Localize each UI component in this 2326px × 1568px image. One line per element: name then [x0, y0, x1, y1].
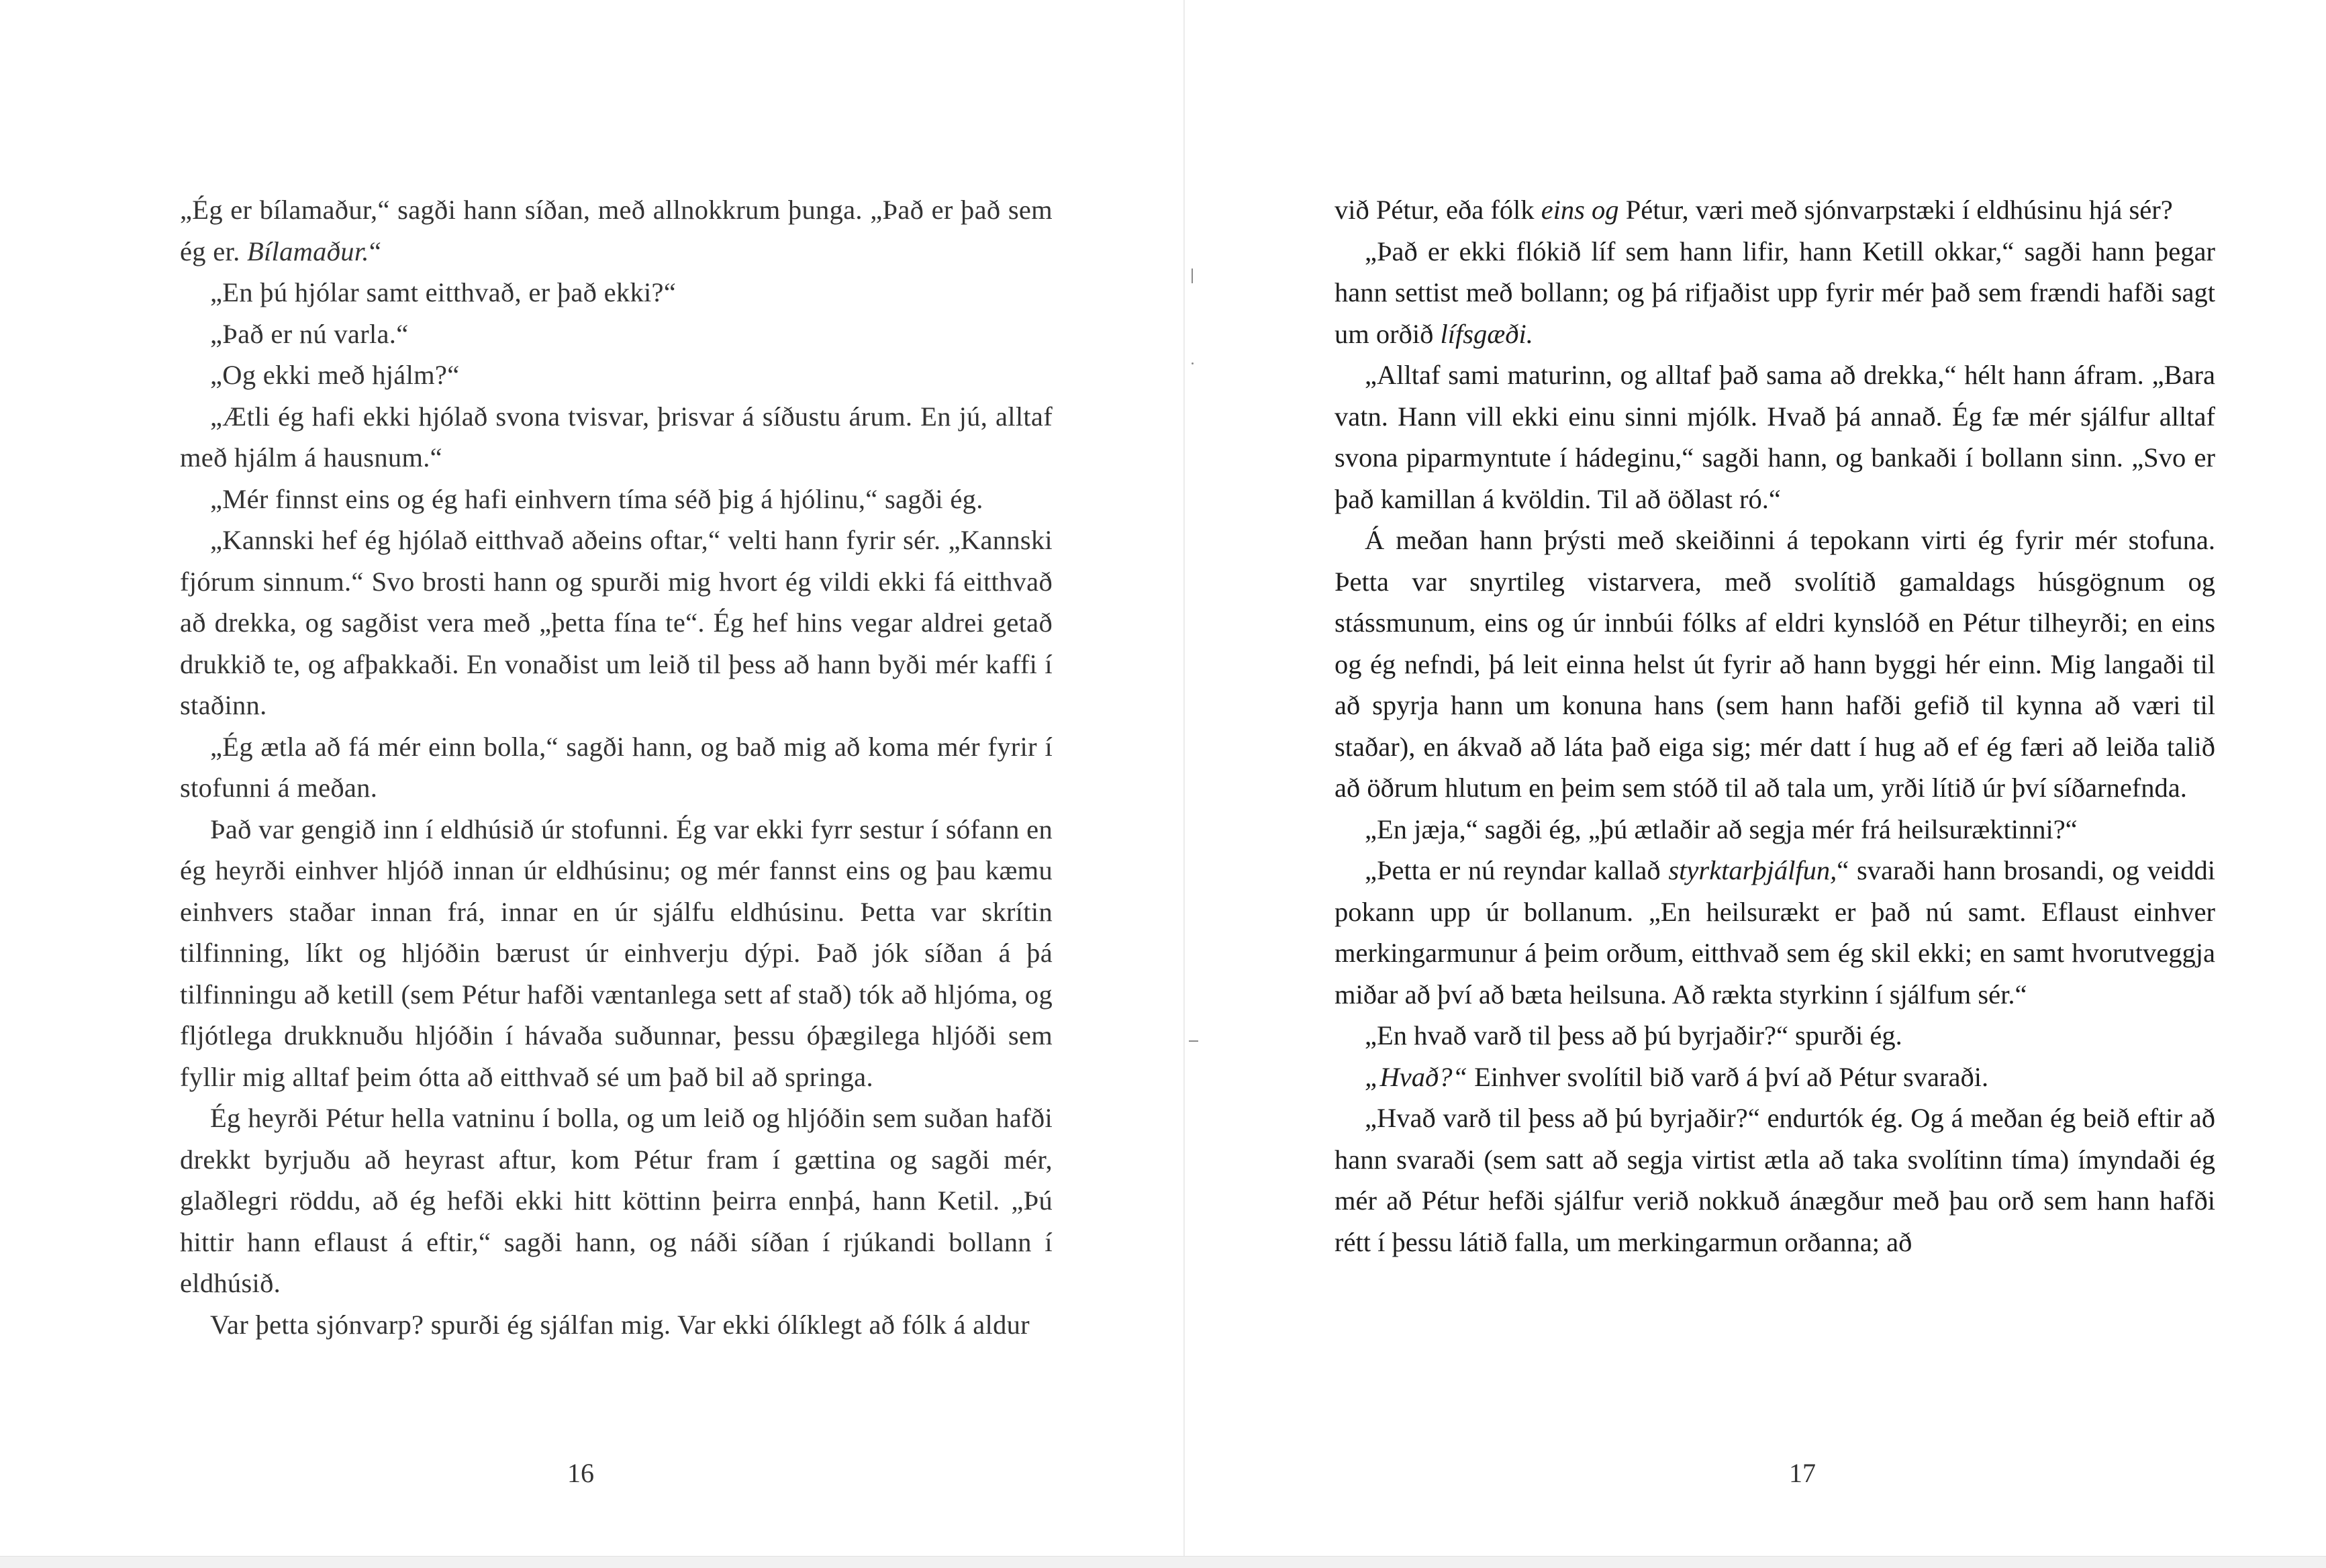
paragraph [1335, 1015, 2215, 1057]
paragraph [1335, 231, 2215, 355]
left-page-text [180, 189, 1053, 1345]
text-run: „Kannski hef ég hjólað eitthvað aðeins oftar,“ velti hann fyrir sér. „Kannski fjórum sinnum.“ Svo brosti hann og spurði mig hvort ég vildi ekki fá eitthvað að drekka, og sagðist vera með „þetta fína te“. Ég hef hins vegar aldrei getað drukkið te, og afþakkaði. En vonaðist um leið til þess að hann byði mér kaffi í staðinn. [180, 525, 1053, 720]
right-page-text [1335, 189, 2215, 1263]
text-run: „Ég ætla að fá mér einn bolla,“ sagði hann, og bað mig að koma mér fyrir í stofunni á meðan. [180, 731, 1053, 803]
paragraph [1335, 354, 2215, 520]
paragraph [1335, 520, 2215, 809]
paragraph [1335, 189, 2215, 231]
paragraph [180, 809, 1053, 1098]
text-run: Pétur, væri með sjónvarpstæki í eldhúsinu hjá sér? [1618, 195, 2173, 225]
paragraph [180, 396, 1053, 479]
scan-bottom-edge [0, 1556, 2326, 1568]
text-run: „Það er ekki flókið líf sem hann lifir, hann Ketill okkar,“ sagði hann þegar hann settist með bollann; og þá rifjaðist upp fyrir mér það sem frændi hafði sagt um orðið [1335, 236, 2215, 349]
paragraph [180, 189, 1053, 272]
paragraph [180, 479, 1053, 520]
text-run: Ég heyrði Pétur hella vatninu í bolla, og um leið og hljóðin sem suðan hafði drekkt byrjuðu að heyrast aftur, kom Pétur fram í gættina og sagði mér, glaðlegri röddu, að ég hefði ekki hitt köttinn þeirra ennþá, hann Ketil. „Þú hittir hann eflaust á eftir,“ sagði hann, og náði síðan í rjúkandi bollann í eldhúsið. [180, 1103, 1053, 1298]
text-run: „Og ekki með hjálm?“ [210, 360, 460, 390]
text-run: Einhver svolítil bið varð á því að Pétur svaraði. [1467, 1061, 1989, 1092]
text-run: Það var gengið inn í eldhúsið úr stofunni. Ég var ekki fyrr sestur í sófann en ég heyrði einhver hljóð innan úr eldhúsinu; og mér fannst eins og þau kæmu einhvers staðar innan frá, innar en úr sjálfu eldhúsinu. Þetta var skrítin tilfinning, líkt og hljóðin bærust úr einhverju dýpi. Það jók síðan á þá tilfinningu að ketill (sem Pétur hafði væntanlega sett af stað) tók að hljóma, og fljótlega drukknuðu hljóðin í hávaða suðunnar, þessu óþægilega hljóði sem fyllir mig alltaf þeim ótta að eitthvað sé um það bil að springa. [180, 814, 1053, 1092]
text-run: “ svaraði hann brosandi, og veiddi pokann upp úr bollanum. „En heilsurækt er það nú samt. Eflaust einhver merkingarmunur á þeim orðum, eitthvað sem ég skil ekki; en samt hvorutveggja miðar að því að bæta heilsuna. Að rækta styrkinn í sjálfum sér.“ [1335, 855, 2215, 1010]
paragraph [1335, 850, 2215, 1015]
italic-run: lífsgæði. [1440, 318, 1533, 349]
text-run: „En hvað varð til þess að þú byrjaðir?“ spurði ég. [1365, 1020, 1902, 1050]
paragraph [180, 313, 1053, 355]
paragraph [1335, 1057, 2215, 1098]
paragraph [180, 1304, 1053, 1346]
paragraph [1335, 1097, 2215, 1263]
page-number: 17 [1789, 1458, 1816, 1488]
scan-mark [1192, 362, 1194, 364]
paragraph [180, 520, 1053, 726]
italic-run: „Hvað?“ [1365, 1061, 1468, 1092]
text-run: Á meðan hann þrýsti með skeiðinni á tepokann virti ég fyrir mér stofuna. Þetta var snyrtileg vistarvera, með svolítið gamaldags húsgögnum og stássmunum, eins og úr innbúi fólks af eldri kynslóð en Pétur tilheyrði; en eins og ég nefndi, þá leit einna helst út fyrir að hann byggi hér einn. Mig langaði til að spyrja hann um konuna hans (sem hann hafði gefið til kynna að væri til staðar), en ákvað að láta það eiga sig; mér datt í hug að ef ég færi að leiða talið að öðrum hlutum en þeim sem stóð til að tala um, yrði lítið úr því síðarnefnda. [1335, 525, 2215, 803]
text-run: „Þetta er nú reyndar kallað [1365, 855, 1669, 885]
paragraph [180, 354, 1053, 396]
page-number: 16 [567, 1458, 594, 1488]
text-run: Var þetta sjónvarp? spurði ég sjálfan mig. Var ekki ólíklegt að fólk á aldur [210, 1309, 1030, 1340]
text-run: „En þú hjólar samt eitthvað, er það ekki?“ [210, 277, 677, 307]
text-run: „Hvað varð til þess að þú byrjaðir?“ endurtók ég. Og á meðan ég beið eftir að hann svaraði (sem satt að segja virtist ætla að taka svolítinn tíma) ímyndaði ég mér að Pétur hefði sjálfur verið nokkuð ánægður með þau orð sem hann hafði rétt í þessu látið falla, um merkingarmun orðanna; að [1335, 1103, 2215, 1257]
paragraph [180, 726, 1053, 809]
text-run: “ [369, 236, 382, 266]
paragraph [1335, 809, 2215, 850]
paragraph [180, 272, 1053, 313]
scan-mark [1192, 268, 1193, 283]
right-page [1185, 0, 2326, 1567]
italic-run: eins og [1541, 195, 1619, 225]
text-run: „Ætli ég hafi ekki hjólað svona tvisvar, þrisvar á síðustu árum. En jú, alltaf með hjálm á hausnum.“ [180, 401, 1053, 473]
text-run: við Pétur, eða fólk [1335, 195, 1541, 225]
text-run: „Mér finnst eins og ég hafi einhvern tíma séð þig á hjólinu,“ sagði ég. [210, 483, 983, 514]
text-run: „Ég er bílamaður,“ sagði hann síðan, með allnokkrum þunga. „Það er það sem ég er. [180, 195, 1053, 266]
text-run: „Alltaf sami maturinn, og alltaf það sama að drekka,“ hélt hann áfram. „Bara vatn. Hann vill ekki einu sinni mjólk. Hvað þá annað. Ég fæ mér sjálfur alltaf svona piparmyntute í hádeginu,“ sagði hann, og bankaði í bollann sinn. „Svo er það kamillan á kvöldin. Til að öðlast ró.“ [1335, 360, 2215, 514]
paragraph [180, 1097, 1053, 1304]
italic-run: Bílamaður. [246, 236, 369, 266]
italic-run: styrktarþjálfun, [1668, 855, 1837, 885]
text-run: „Það er nú varla.“ [210, 318, 409, 349]
scan-mark [1189, 1040, 1198, 1042]
text-run: „En jæja,“ sagði ég, „þú ætlaðir að segja mér frá heilsuræktinni?“ [1365, 814, 2078, 844]
